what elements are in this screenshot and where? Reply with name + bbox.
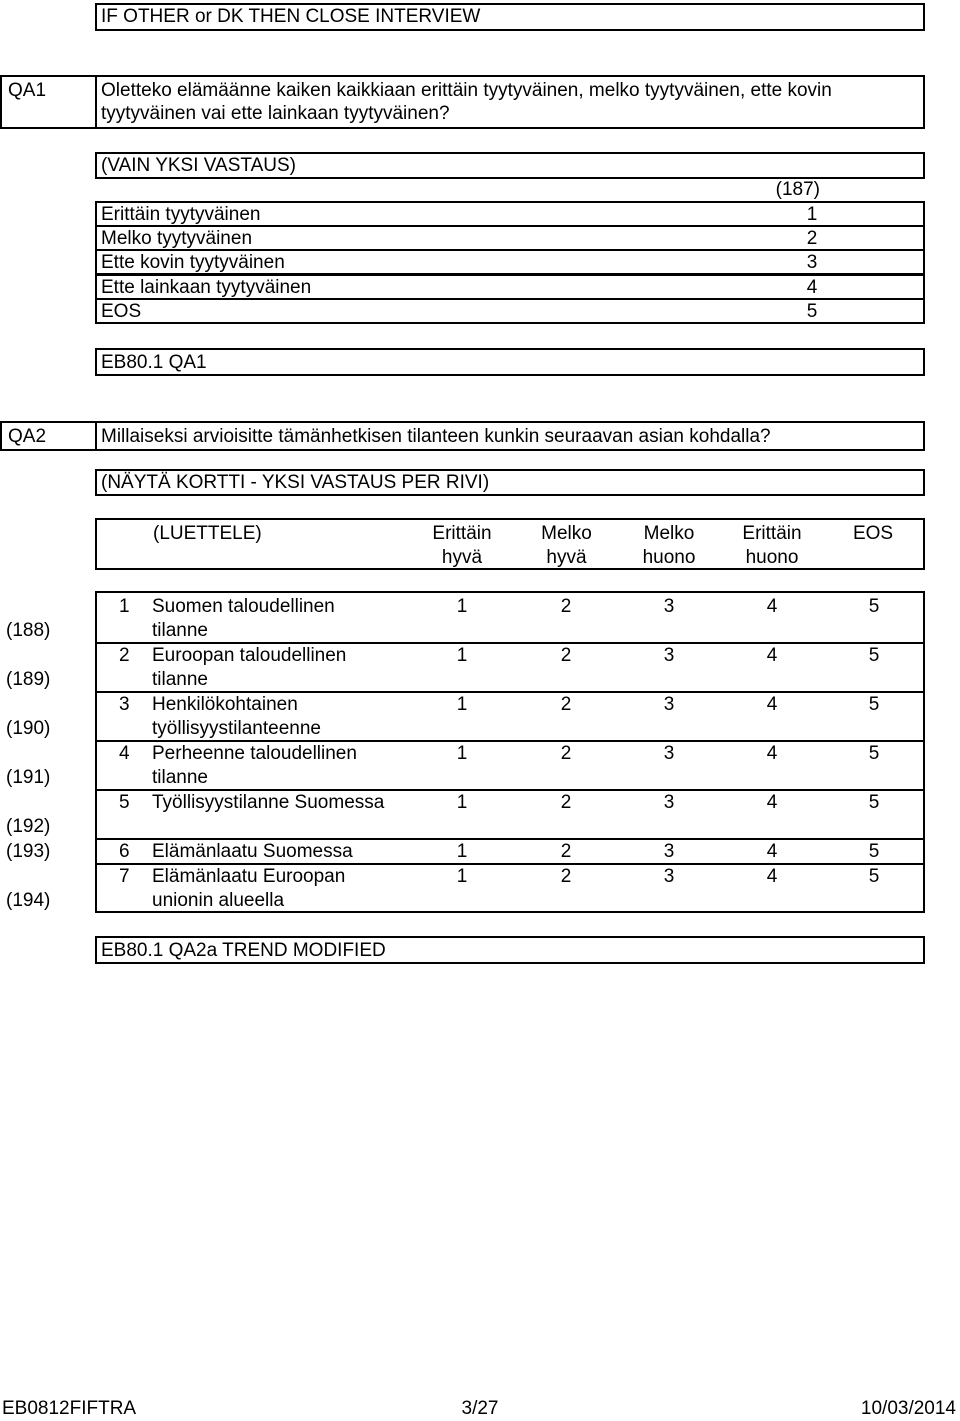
answer-code: 5: [868, 743, 880, 764]
close-interview-instruction: IF OTHER or DK THEN CLOSE INTERVIEW: [101, 6, 481, 27]
qa1-option-label: EOS: [101, 301, 142, 322]
qa2-header-col4-line1: Erittäin: [742, 523, 802, 544]
qa2-row-code: (190): [6, 718, 51, 739]
answer-code: 2: [560, 596, 572, 617]
answer-code: 1: [456, 596, 468, 617]
table-row: [97, 840, 923, 865]
qa2-header-col4: [720, 522, 824, 570]
table-row: [97, 742, 923, 791]
row-number: 1: [119, 596, 130, 617]
qa2-code: QA2: [8, 426, 47, 447]
qa2-header-col1-line2: hyvä: [441, 547, 483, 568]
answer-code: 3: [663, 841, 675, 862]
qa2-source-box: [95, 936, 925, 964]
qa1-question-line2: tyytyväinen vai ette lainkaan tyytyväinen?: [101, 103, 450, 124]
qa1-option-label: Melko tyytyväinen: [101, 228, 253, 249]
answer-code: 1: [456, 841, 468, 862]
answer-code: 1: [456, 645, 468, 666]
close-interview-instruction-box: [95, 3, 925, 31]
answer-code: 2: [560, 792, 572, 813]
table-row: [97, 693, 923, 742]
qa1-option-value: 4: [806, 277, 818, 298]
row-label-line2: tilanne: [152, 620, 208, 641]
answer-code: 4: [766, 866, 778, 887]
answer-code: 2: [560, 694, 572, 715]
qa1-option: [95, 201, 925, 227]
answer-code: 1: [456, 694, 468, 715]
answer-code: 3: [663, 694, 675, 715]
answer-code: 4: [766, 694, 778, 715]
row-number: 4: [119, 743, 130, 764]
row-number: 3: [119, 694, 130, 715]
table-row: [97, 791, 923, 840]
qa1-option-value: 2: [806, 228, 818, 249]
row-label-line1: Henkilökohtainen: [152, 694, 298, 715]
qa2-row-code: (192): [6, 816, 51, 837]
qa1-option-value: 5: [806, 301, 818, 322]
qa2-header-col5: [823, 522, 923, 546]
answer-code: 3: [663, 645, 675, 666]
qa1-source: EB80.1 QA1: [101, 352, 207, 373]
row-label-line2: unionin alueella: [152, 890, 285, 911]
answer-code: 2: [560, 841, 572, 862]
qa2-grid-body: [95, 591, 925, 913]
qa2-question-box: [95, 421, 925, 451]
answer-code: 4: [766, 645, 778, 666]
row-number: 6: [119, 841, 130, 862]
answer-code: 2: [560, 866, 572, 887]
answer-code: 1: [456, 792, 468, 813]
qa1-instruction-box: [95, 152, 925, 179]
qa2-header-col1: [408, 522, 516, 570]
qa1-source-box: [95, 348, 925, 376]
row-number: 5: [119, 792, 130, 813]
qa2-header-col3-line2: huono: [642, 547, 696, 568]
qa1-option: [95, 274, 925, 300]
qa1-option-value: 3: [806, 252, 818, 273]
qa1-option-value: 1: [806, 204, 818, 225]
qa1-code: QA1: [8, 80, 47, 101]
qa2-row-code: (188): [6, 620, 51, 641]
qa2-header-col2-line1: Melko: [541, 523, 592, 544]
answer-code: 5: [868, 694, 880, 715]
answer-code: 3: [663, 866, 675, 887]
answer-code: 2: [560, 645, 572, 666]
row-number: 2: [119, 645, 130, 666]
qa2-code-box: [0, 421, 95, 451]
qa1-option-label: Ette lainkaan tyytyväinen: [101, 277, 312, 298]
qa1-code-box: [0, 75, 95, 129]
answer-code: 5: [868, 841, 880, 862]
qa2-source: EB80.1 QA2a TREND MODIFIED: [101, 940, 386, 961]
answer-code: 3: [663, 792, 675, 813]
footer-page-number: 3/27: [461, 1398, 499, 1419]
answer-code: 5: [868, 596, 880, 617]
qa1-column-code: (187): [775, 179, 820, 200]
qa1-option: [95, 225, 925, 251]
qa2-row-code: (189): [6, 669, 51, 690]
answer-code: 1: [456, 866, 468, 887]
table-row: [97, 644, 923, 693]
footer-doc-code: EB0812FIFTRA: [2, 1398, 137, 1419]
qa2-instruction: (NÄYTÄ KORTTI - YKSI VASTAUS PER RIVI): [101, 472, 490, 493]
qa2-question: Millaiseksi arvioisitte tämänhetkisen tilanteen kunkin seuraavan asian kohdalla?: [101, 426, 771, 447]
qa2-header-col5-label: EOS: [852, 523, 894, 544]
row-label-line1: Elämänlaatu Suomessa: [152, 841, 353, 862]
qa2-header-col2-line2: hyvä: [546, 547, 587, 568]
qa2-row-code: (193): [6, 841, 51, 862]
answer-code: 5: [868, 645, 880, 666]
qa1-question-line1: Oletteko elämäänne kaiken kaikkiaan erittäin tyytyväinen, melko tyytyväinen, ette kovin: [101, 80, 832, 101]
answer-code: 4: [766, 841, 778, 862]
answer-code: 3: [663, 596, 675, 617]
answer-code: 1: [456, 743, 468, 764]
table-row: [97, 595, 923, 644]
row-label-line2: tilanne: [152, 767, 208, 788]
answer-code: 2: [560, 743, 572, 764]
qa2-header-col1-line1: Erittäin: [432, 523, 492, 544]
answer-code: 4: [766, 596, 778, 617]
answer-code: 5: [868, 792, 880, 813]
qa1-instruction: (VAIN YKSI VASTAUS): [101, 155, 296, 176]
answer-code: 4: [766, 743, 778, 764]
qa2-header-col4-line2: huono: [745, 547, 799, 568]
qa1-option-label: Ette kovin tyytyväinen: [101, 252, 285, 273]
qa2-instruction-box: [95, 469, 925, 496]
row-label-line1: Suomen taloudellinen: [152, 596, 335, 617]
footer-date: 10/03/2014: [860, 1398, 956, 1419]
row-label-line2: tilanne: [152, 669, 208, 690]
answer-code: 5: [868, 866, 880, 887]
answer-code: 4: [766, 792, 778, 813]
qa2-list-label: (LUETTELE): [153, 523, 262, 544]
row-label-line1: Elämänlaatu Euroopan: [152, 866, 346, 887]
qa2-grid-header: [95, 518, 925, 570]
qa1-option: [95, 298, 925, 324]
qa2-row-code: (194): [6, 890, 51, 911]
qa2-row-code: (191): [6, 767, 51, 788]
row-label-line2: työllisyystilanteenne: [152, 718, 321, 739]
qa1-option-label: Erittäin tyytyväinen: [101, 204, 261, 225]
table-row: [97, 865, 923, 911]
qa1-question-box: [95, 75, 925, 129]
qa2-header-col3-line1: Melko: [643, 523, 695, 544]
row-label-line1: Perheenne taloudellinen: [152, 743, 357, 764]
qa2-header-col2: [515, 522, 618, 570]
qa2-header-col3: [617, 522, 721, 570]
row-label-line1: Työllisyystilanne Suomessa: [152, 792, 385, 813]
qa1-option: [95, 249, 925, 275]
answer-code: 3: [663, 743, 675, 764]
row-label-line1: Euroopan taloudellinen: [152, 645, 347, 666]
row-number: 7: [119, 866, 130, 887]
